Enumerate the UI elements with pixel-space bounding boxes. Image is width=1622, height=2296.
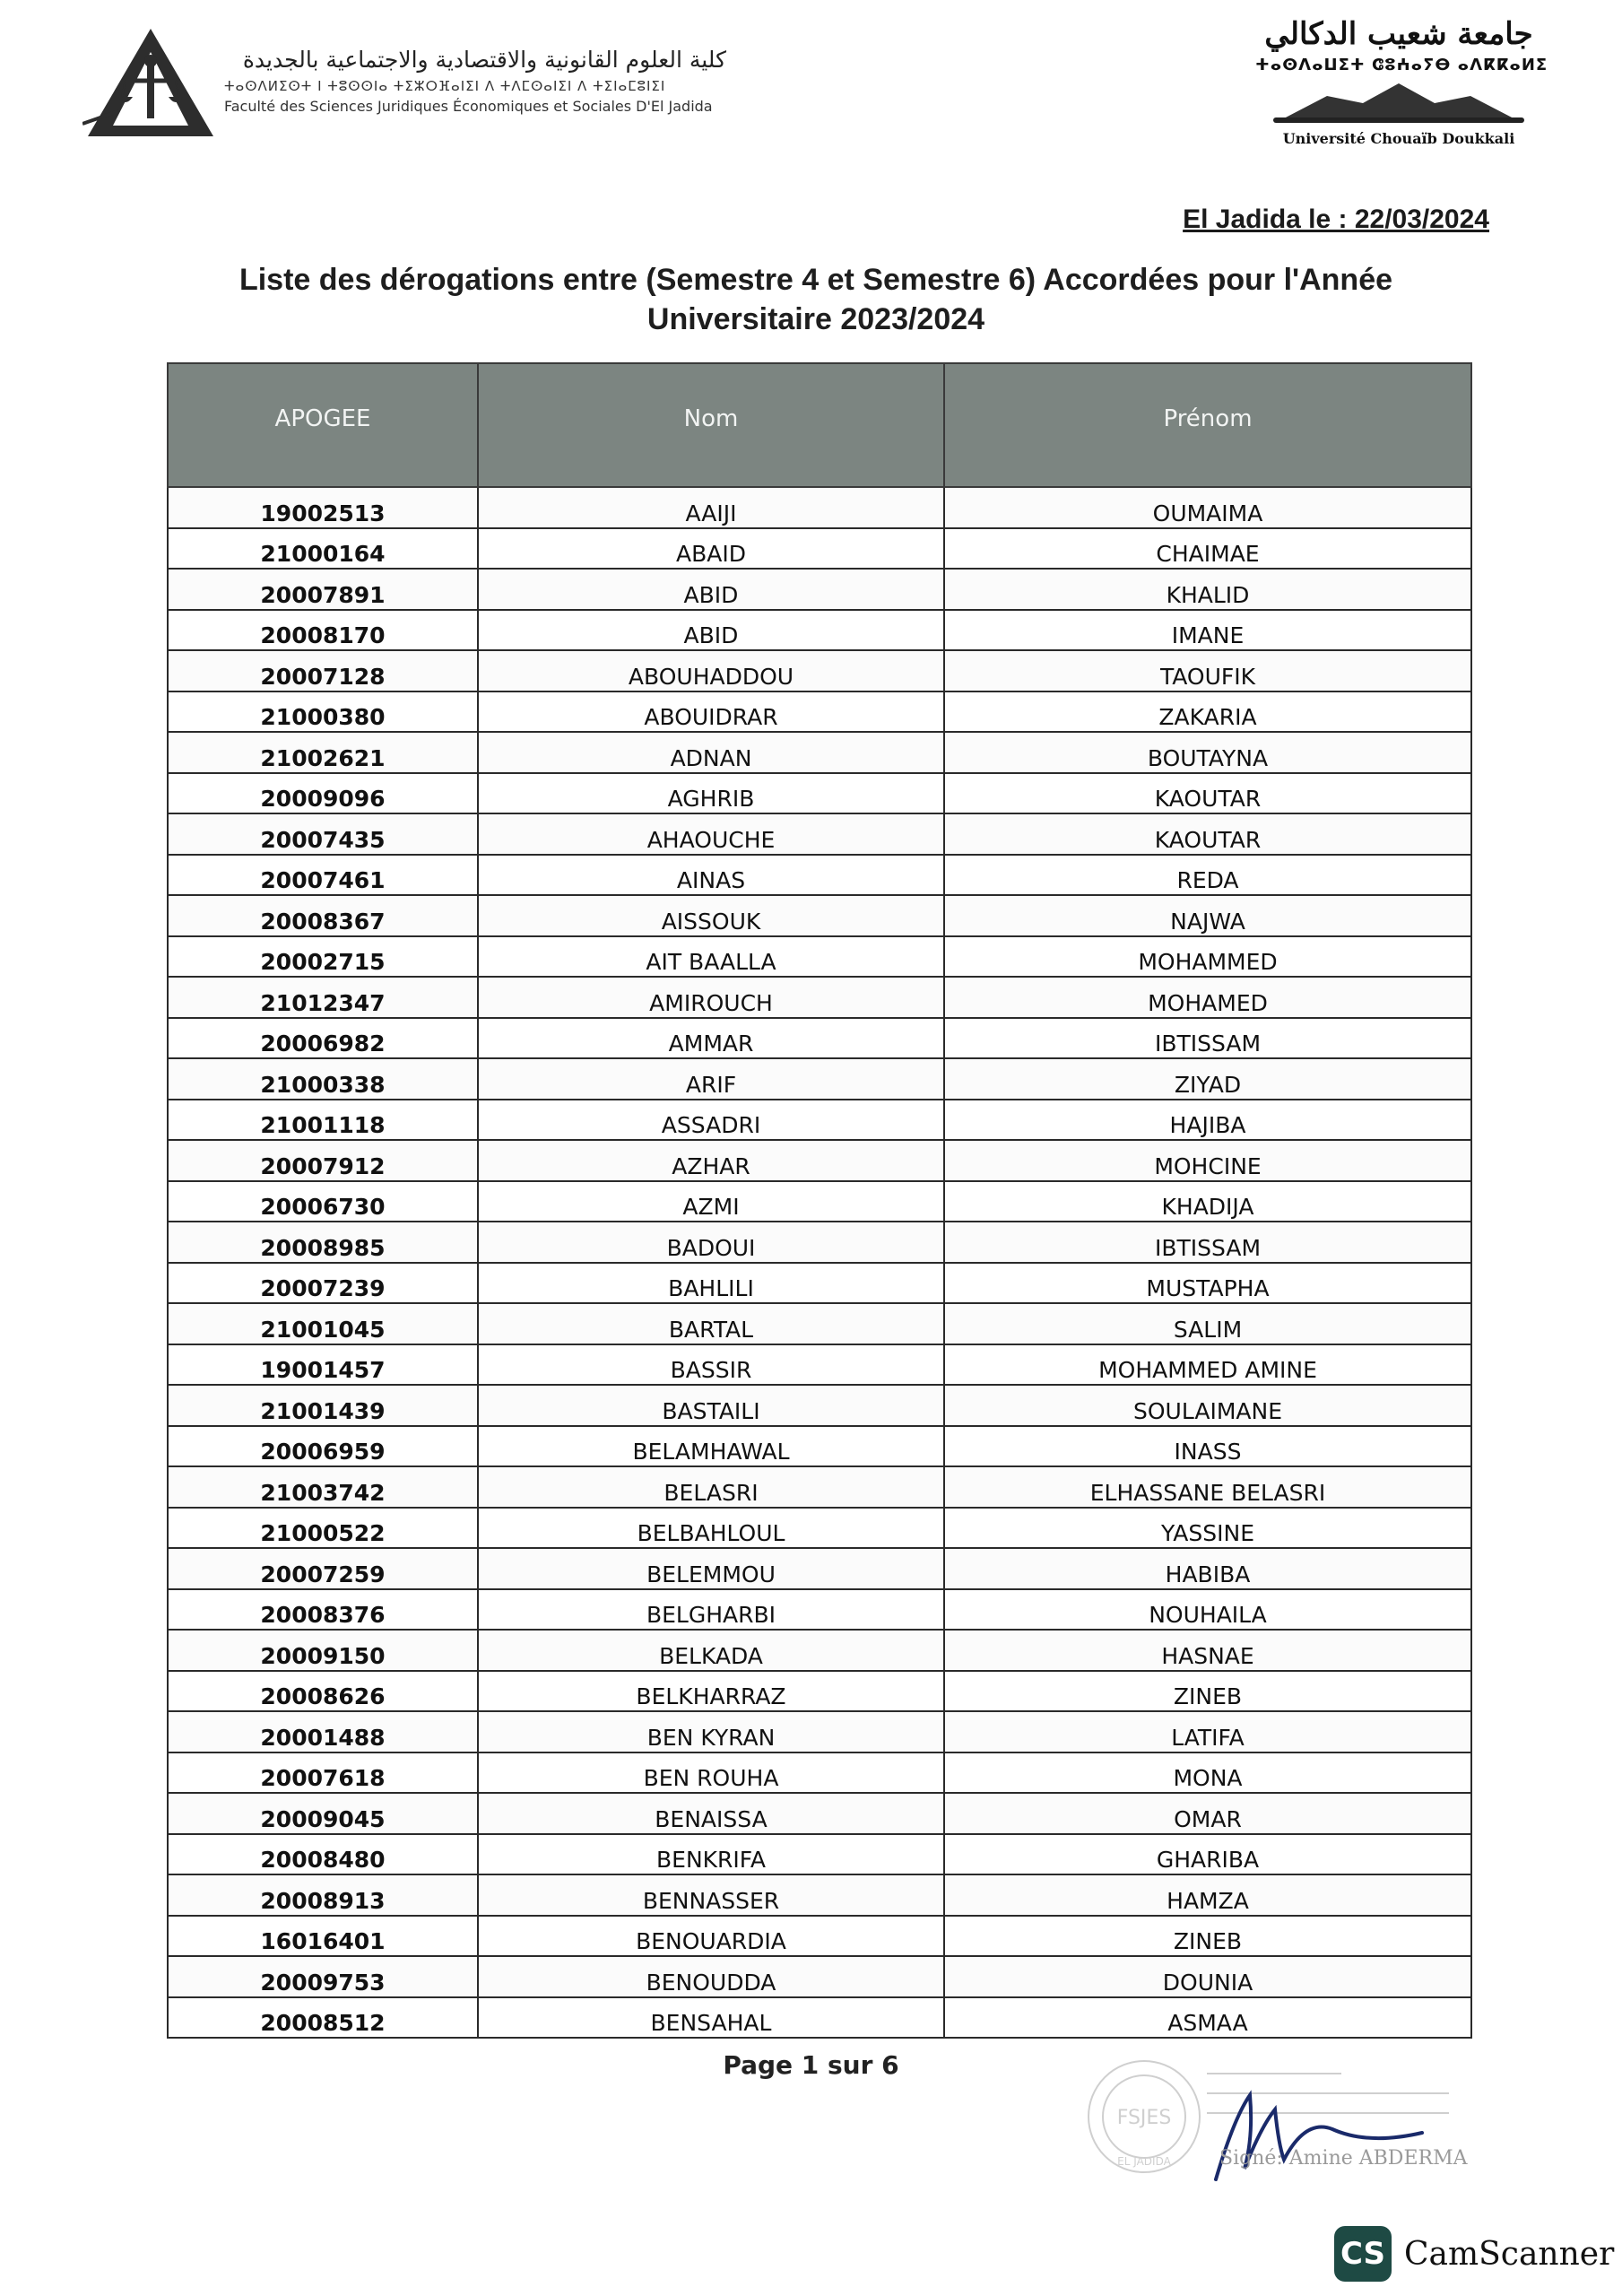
table-header-row [168, 363, 1471, 487]
cell-nom: ABAID [478, 528, 944, 570]
cell-apogee: 19002513 [168, 487, 478, 528]
title-line-2: Universitaire 2023/2024 [646, 302, 985, 336]
cell-nom: AAIJI [478, 487, 944, 528]
cell-apogee: 20008512 [168, 1997, 478, 2039]
cell-prenom: MONA [944, 1752, 1471, 1794]
cell-apogee: 21000522 [168, 1508, 478, 1549]
cell-apogee: 20009150 [168, 1630, 478, 1671]
cell-prenom: BOUTAYNA [944, 732, 1471, 773]
cell-nom: AZMI [478, 1181, 944, 1222]
cell-prenom: ASMAA [944, 1997, 1471, 2039]
table-row [168, 1181, 1471, 1222]
cell-apogee: 21001045 [168, 1303, 478, 1344]
page-title [179, 260, 1453, 339]
handwritten-signature [1198, 2083, 1449, 2190]
table-row [168, 977, 1471, 1018]
cell-apogee: 21000380 [168, 691, 478, 733]
cell-apogee: 20008170 [168, 610, 478, 651]
table-row [168, 1058, 1471, 1100]
cell-prenom: SALIM [944, 1303, 1471, 1344]
cell-apogee: 21000164 [168, 528, 478, 570]
cell-prenom: MOHAMMED [944, 936, 1471, 978]
cell-apogee: 20008985 [168, 1222, 478, 1263]
table-row [168, 1874, 1471, 1916]
table-row [168, 936, 1471, 978]
cell-nom: BEN ROUHA [478, 1752, 944, 1794]
table-body [168, 487, 1471, 2038]
faculty-name-french: Faculté des Sciences Juridiques Économiques et Sociales D'El Jadida [224, 98, 713, 115]
cell-prenom: HASNAE [944, 1630, 1471, 1671]
cell-apogee: 20007912 [168, 1140, 478, 1181]
table-row [168, 1018, 1471, 1059]
table-row [168, 528, 1471, 570]
table-row [168, 650, 1471, 691]
cell-nom: ABID [478, 610, 944, 651]
faculty-name-tifinagh: ⵜⴰⵙⴷⵍⵉⵙⵜ ⵏ ⵜⵓⵙⵙⵏⴰ ⵜⵉⵣⵔⴼⴰⵏⵉⵏ ⴷ ⵜⴷⵎⵙⴰⵏⵉⵏ ⴷ ⵜⵉⵏⴰⵎⵓⵏⵉⵏ [224, 78, 666, 94]
table-row [168, 569, 1471, 610]
table-row [168, 773, 1471, 814]
table-row [168, 1997, 1471, 2039]
cell-nom: AMIROUCH [478, 977, 944, 1018]
cell-apogee: 21012347 [168, 977, 478, 1018]
cell-prenom: MOHAMED [944, 977, 1471, 1018]
cell-nom: ADNAN [478, 732, 944, 773]
cell-nom: BENOUARDIA [478, 1916, 944, 1957]
table-row [168, 1916, 1471, 1957]
cell-nom: ARIF [478, 1058, 944, 1100]
cell-nom: BADOUI [478, 1222, 944, 1263]
cell-apogee: 20006959 [168, 1426, 478, 1467]
cell-prenom: IMANE [944, 610, 1471, 651]
table-row [168, 1834, 1471, 1875]
cell-apogee: 20001488 [168, 1711, 478, 1752]
cell-nom: BENNASSER [478, 1874, 944, 1916]
cell-prenom: NOUHAILA [944, 1589, 1471, 1631]
cell-prenom: INASS [944, 1426, 1471, 1467]
cell-apogee: 20009096 [168, 773, 478, 814]
cell-apogee: 20008626 [168, 1671, 478, 1712]
cell-apogee: 20007259 [168, 1548, 478, 1589]
cell-prenom: IBTISSAM [944, 1018, 1471, 1059]
cell-nom: BEN KYRAN [478, 1711, 944, 1752]
cell-apogee: 20008367 [168, 895, 478, 936]
cell-apogee: 20007239 [168, 1263, 478, 1304]
cell-nom: BELKHARRAZ [478, 1671, 944, 1712]
cell-nom: BENOUDDA [478, 1956, 944, 1997]
cell-prenom: CHAIMAE [944, 528, 1471, 570]
camscanner-label: CamScanner [1404, 2235, 1615, 2273]
cell-prenom: LATIFA [944, 1711, 1471, 1752]
cell-nom: BENKRIFA [478, 1834, 944, 1875]
table-row [168, 855, 1471, 896]
table-row [168, 1426, 1471, 1467]
table-row [168, 1222, 1471, 1263]
cell-nom: BELEMMOU [478, 1548, 944, 1589]
cell-prenom: SOULAIMANE [944, 1385, 1471, 1426]
title-line-1: Liste des dérogations entre (Semestre 4 et Semestre 6) Accordées pour l'Année [239, 263, 1393, 297]
cell-apogee: 20008913 [168, 1874, 478, 1916]
cell-prenom: MUSTAPHA [944, 1263, 1471, 1304]
university-name-french: Université Chouaïb Doukkali [1282, 130, 1515, 147]
cell-nom: ASSADRI [478, 1100, 944, 1141]
cell-nom: BAHLILI [478, 1263, 944, 1304]
table-row [168, 1466, 1471, 1508]
document-date: El Jadida le : 22/03/2024 [1183, 204, 1489, 234]
cell-prenom: ZINEB [944, 1916, 1471, 1957]
cell-nom: BASTAILI [478, 1385, 944, 1426]
cell-nom: ABID [478, 569, 944, 610]
cell-apogee: 16016401 [168, 1916, 478, 1957]
faculty-logo [82, 25, 219, 144]
table-row [168, 1140, 1471, 1181]
cell-apogee: 20009045 [168, 1793, 478, 1834]
table-row [168, 895, 1471, 936]
cell-apogee: 21002621 [168, 732, 478, 773]
cell-nom: BENSAHAL [478, 1997, 944, 2039]
table-row [168, 1589, 1471, 1631]
cell-prenom: MOHAMMED AMINE [944, 1344, 1471, 1386]
cell-nom: BARTAL [478, 1303, 944, 1344]
table-row [168, 813, 1471, 855]
cell-apogee: 20008480 [168, 1834, 478, 1875]
cell-apogee: 20008376 [168, 1589, 478, 1631]
cell-nom: AMMAR [478, 1018, 944, 1059]
cell-apogee: 20007891 [168, 569, 478, 610]
page-number: Page 1 sur 6 [723, 2050, 899, 2080]
cell-prenom: KAOUTAR [944, 813, 1471, 855]
column-header-nom: Nom [478, 363, 944, 487]
cell-apogee: 20009753 [168, 1956, 478, 1997]
table-row [168, 1344, 1471, 1386]
cell-nom: AIT BAALLA [478, 936, 944, 978]
table-row [168, 1752, 1471, 1794]
camscanner-logo-icon: CS [1334, 2226, 1392, 2282]
cell-nom: BELBAHLOUL [478, 1508, 944, 1549]
table-row [168, 487, 1471, 528]
column-header-prenom: Prénom [944, 363, 1471, 487]
university-name-arabic: جامعة شعيب الدكالي [1264, 16, 1533, 52]
cell-prenom: ZINEB [944, 1671, 1471, 1712]
cell-prenom: YASSINE [944, 1508, 1471, 1549]
signature-caption: Signé: Amine ABDERMA [1219, 2147, 1468, 2170]
cell-prenom: DOUNIA [944, 1956, 1471, 1997]
cell-prenom: NAJWA [944, 895, 1471, 936]
cell-nom: ABOUHADDOU [478, 650, 944, 691]
cell-apogee: 19001457 [168, 1344, 478, 1386]
cell-prenom: ZIYAD [944, 1058, 1471, 1100]
table-row [168, 732, 1471, 773]
table-row [168, 1793, 1471, 1834]
table-row [168, 1671, 1471, 1712]
cell-prenom: HABIBA [944, 1548, 1471, 1589]
table-row [168, 691, 1471, 733]
cell-prenom: OUMAIMA [944, 487, 1471, 528]
cell-prenom: IBTISSAM [944, 1222, 1471, 1263]
stamp-city: EL JADIDA [1117, 2155, 1171, 2168]
cell-nom: BELASRI [478, 1466, 944, 1508]
cell-apogee: 20007128 [168, 650, 478, 691]
cell-nom: BELAMHAWAL [478, 1426, 944, 1467]
cell-apogee: 20007461 [168, 855, 478, 896]
cell-nom: AZHAR [478, 1140, 944, 1181]
table-row [168, 1100, 1471, 1141]
camscanner-watermark [1334, 2226, 1614, 2282]
cell-nom: AHAOUCHE [478, 813, 944, 855]
table-row [168, 1263, 1471, 1304]
cell-apogee: 20007435 [168, 813, 478, 855]
cell-nom: BELGHARBI [478, 1589, 944, 1631]
faculty-name-arabic: كلية العلوم القانونية والاقتصادية والاجتماعية بالجديدة [242, 47, 726, 73]
university-block [1255, 16, 1548, 147]
cell-nom: AISSOUK [478, 895, 944, 936]
table-row [168, 1385, 1471, 1426]
cell-nom: AGHRIB [478, 773, 944, 814]
cell-prenom: KHALID [944, 569, 1471, 610]
cell-prenom: HAJIBA [944, 1100, 1471, 1141]
cell-apogee: 20007618 [168, 1752, 478, 1794]
cell-prenom: KAOUTAR [944, 773, 1471, 814]
cell-apogee: 20002715 [168, 936, 478, 978]
cell-apogee: 21001439 [168, 1385, 478, 1426]
cell-prenom: MOHCINE [944, 1140, 1471, 1181]
cell-prenom: ELHASSANE BELASRI [944, 1466, 1471, 1508]
cell-apogee: 21001118 [168, 1100, 478, 1141]
table-row [168, 610, 1471, 651]
cell-prenom: HAMZA [944, 1874, 1471, 1916]
cell-nom: ABOUIDRAR [478, 691, 944, 733]
cell-apogee: 20006730 [168, 1181, 478, 1222]
cell-nom: AINAS [478, 855, 944, 896]
cell-nom: BASSIR [478, 1344, 944, 1386]
university-emblem-icon [1264, 80, 1533, 125]
cell-prenom: OMAR [944, 1793, 1471, 1834]
table-row [168, 1630, 1471, 1671]
cell-prenom: TAOUFIK [944, 650, 1471, 691]
cell-apogee: 20006982 [168, 1018, 478, 1059]
cell-prenom: KHADIJA [944, 1181, 1471, 1222]
table-row [168, 1956, 1471, 1997]
cell-apogee: 21000338 [168, 1058, 478, 1100]
cell-prenom: GHARIBA [944, 1834, 1471, 1875]
cell-nom: BENAISSA [478, 1793, 944, 1834]
stamp-label: FSJES [1116, 2107, 1172, 2129]
cell-prenom: ZAKARIA [944, 691, 1471, 733]
cell-apogee: 21003742 [168, 1466, 478, 1508]
cell-prenom: REDA [944, 855, 1471, 896]
table-row [168, 1711, 1471, 1752]
table-row [168, 1508, 1471, 1549]
table-row [168, 1303, 1471, 1344]
table-row [168, 1548, 1471, 1589]
cell-nom: BELKADA [478, 1630, 944, 1671]
derogation-table [167, 362, 1472, 2039]
faculty-name-block [224, 47, 726, 115]
column-header-apogee: APOGEE [168, 363, 478, 487]
university-name-tifinagh: ⵜⴰⵙⴷⴰⵡⵉⵜ ⵛⵓⵄⴰⵢⴱ ⴰⴷⴽⴽⴰⵍⵉ [1255, 56, 1548, 74]
derogation-table-container [167, 362, 1470, 2039]
